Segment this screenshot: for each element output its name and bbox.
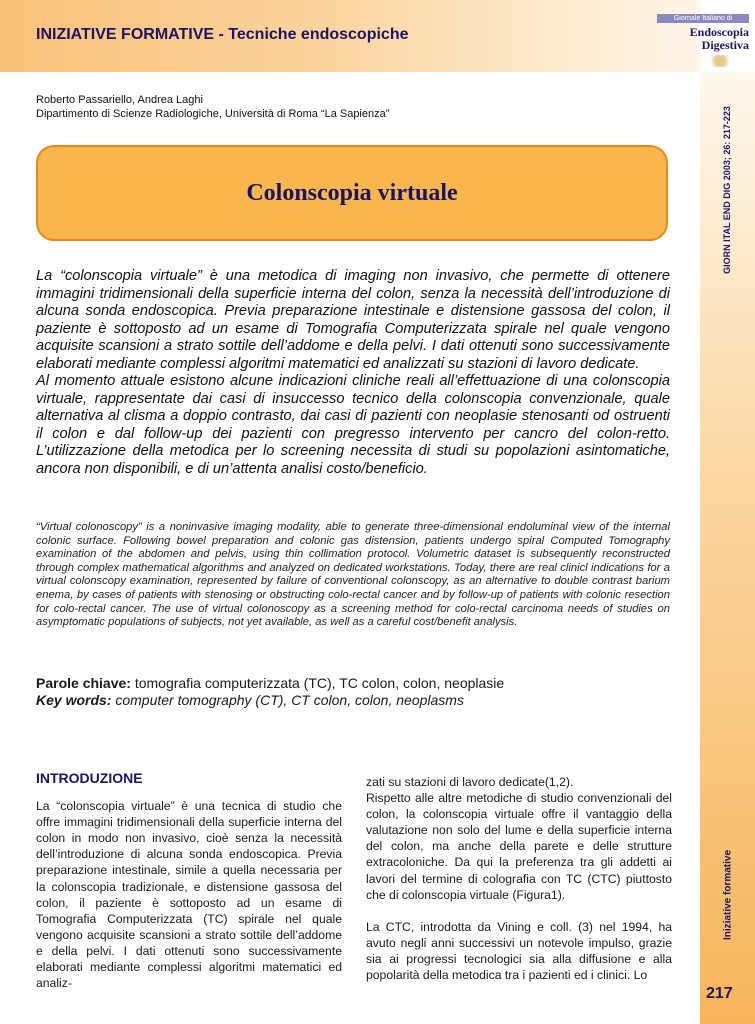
keywords-italian-text: tomografia computerizzata (TC), TC colon, colon, neoplasie — [130, 675, 505, 691]
article-title: Colonscopia virtuale — [246, 179, 458, 206]
body-paragraph: La “colonscopia virtuale” è una tecnica di studio che offre immagini tridimensionali della superficie interna del colon in modo non invasivo, cioè senza la necessità dell’introduzione di alcuna sonda endoscopica. Previa preparazione intestinale, simile a quella necessaria per la colonscopia tradizionale, e distensione gassosa del colon, il paziente è sottoposto ad un esame di Tomografia Computerizzata (TC) spirale nel quale vengono acquisite scansioni a strato sottile dell’addome e della pelvi. I dati ottenuti sono successivamente elaborati mediante complessi algoritmi matematici ed analiz- — [36, 799, 342, 991]
abstract-italian-paragraph: Al momento attuale esistono alcune indicazioni cliniche reali all’effettuazione di una colonscopia virtuale, rappresentate dai casi di insuccesso tecnico della colonscopia convenzionale, quale alternativa al clisma a doppio contrasto, dai casi di pazienti con neoplasie stenosanti od ostruenti il colon e dal follow-up dei pazienti con pregresso intervento per cancro del colon-retto. L’utilizzazione della metodica per lo screening necessita di studi su popolazioni asintomatiche, ancora non disponibili, e di un’attenta analisi costo/beneficio. — [36, 373, 670, 477]
title-box — [36, 145, 668, 241]
body-paragraph: Rispetto alle altre metodiche di studio convenzionali del colon, la colonscopia virtuale offre il vantaggio della valutazione non solo del lume e della superficie interna del colon, ma anche della parete e delle strutture extracoloniche. Da qui la preferenza tra gli addetti ai lavori del termine di colografia con TC (CTC) piuttosto che di colonscopia virtuale (Figura1). — [366, 791, 672, 902]
journal-name-line1: Endoscopia — [689, 25, 749, 39]
abstract-english: “Virtual colonoscopy” is a noninvasive imaging modality, able to generate three-dimensional endoluminal view of the internal colonic surface. Following bowel preparation and colonic gas distension, patients undergo spiral Computed Tomography examination of the abdomen and pelvis, using thin collimation protocol. Volumetric dataset is subsequently reconstructed through complex mathematical algorithms and analyzed on dedicated workstations. Today, there are real clinicl indications for a virtual colonscopy examination, represented by failure of conventional colonscopy, as an alternative to double contrast barium enema, by cases of patients with stenosing or obstructing colo-rectal cancer and by follow-up of patients with colonic resection for colo-rectal cancer. The use of virtual colonoscopy as a screening method for colo-rectal carcinoma needs of studies on asymptomatic populations of subjects, not yet available, as well as a careful cost/benefit analysis. — [36, 521, 670, 629]
section-header-subtitle: - Tecniche endoscopiche — [214, 26, 409, 43]
page-number: 217 — [706, 985, 733, 1002]
keywords-italian-label: Parole chiave: — [36, 675, 131, 691]
section-header — [36, 26, 409, 44]
side-section-label: Iniziative formative — [722, 849, 734, 941]
section-heading: INTRODUZIONE — [36, 770, 143, 786]
abstract-italian — [36, 268, 670, 478]
journal-name-line2: Digestiva — [701, 38, 749, 52]
authors: Roberto Passariello, Andrea Laghi — [36, 94, 203, 106]
keywords-block — [36, 675, 676, 709]
affiliation: Dipartimento di Scienze Radiologiche, Università di Roma “La Sapienza” — [36, 108, 390, 120]
keywords-english-text: computer tomography (CT), CT colon, colon, neoplasms — [111, 692, 464, 708]
keywords-english-label: Key words: — [36, 692, 112, 708]
paragraph-gap — [366, 903, 672, 919]
body-column-left — [36, 770, 342, 991]
keywords-english — [36, 692, 676, 709]
body-paragraph: zati su stazioni di lavoro dedicate(1,2). — [366, 775, 574, 789]
abstract-italian-paragraph: La “colonscopia virtuale” è una metodica di imaging non invasivo, che permette di ottenere immagini tridimensionali della superficie interna del colon, senza la necessità dell’introduzione di alcuna sonda endoscopica. Previa preparazione intestinale e distensione gassosa del colon, il paziente è sottoposto ad un esame di Tomografia Computerizzata spirale nel quale vengono acquisite scansioni a strato sottile dell’addome e della pelvi. I dati ottenuti sono successivamente elaborati mediante complessi algoritmi matematici ed analizzati su stazioni di lavoro dedicate. — [36, 268, 670, 372]
journal-emblem-icon — [707, 55, 733, 67]
section-header-title: INIZIATIVE FORMATIVE — [36, 26, 215, 43]
keywords-italian — [36, 675, 676, 692]
journal-top-label: Giornale Italiano di — [657, 14, 749, 23]
body-paragraph: La CTC, introdotta da Vining e coll. (3) nel 1994, ha avuto negli anni successivi un notevole impulso, grazie sia ai progressi tecnologici sia alla diffusione e alla popolarità della metodica tra i pazienti ed i clinici. Lo — [366, 919, 672, 983]
body-column-right — [366, 774, 672, 983]
journal-logo — [657, 14, 749, 76]
journal-citation: GIORN ITAL END DIG 2003; 26: 217-223 — [722, 106, 732, 274]
